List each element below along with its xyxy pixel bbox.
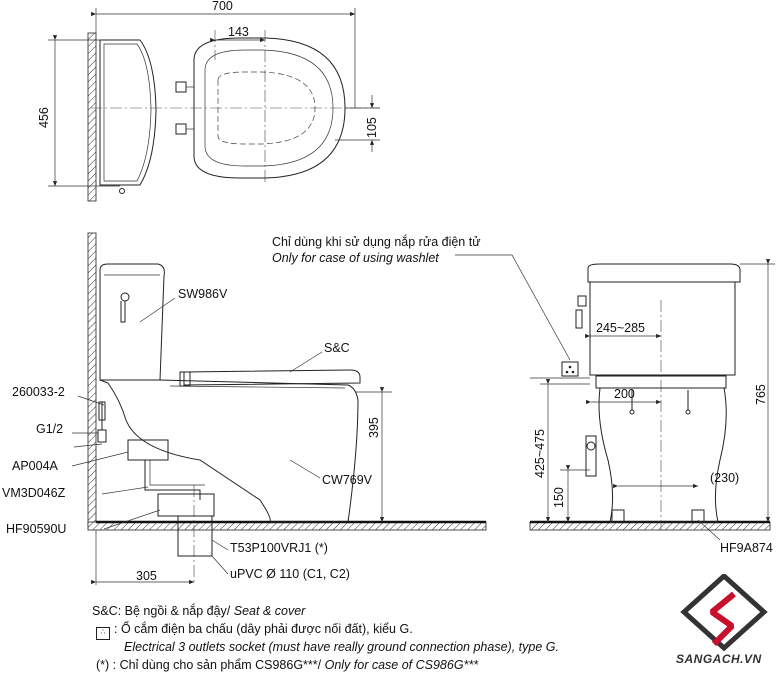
label-260033: 260033-2 <box>12 385 65 399</box>
dim-150: 150 <box>552 487 566 508</box>
label-sw986v: SW986V <box>178 287 228 301</box>
dim-425-475: 425~475 <box>533 428 547 478</box>
dim-230: (230) <box>710 471 740 485</box>
label-ap004a: AP004A <box>12 459 58 473</box>
top-view <box>37 0 380 201</box>
floor-flange <box>158 494 214 516</box>
front-view <box>272 234 775 555</box>
label-hf9a874: HF9A874 <box>720 541 773 555</box>
label-t53: T53P100VRJ1 (*) <box>230 541 328 555</box>
dim-245-285: 245~285 <box>596 321 646 335</box>
label-g12: G1/2 <box>36 422 64 436</box>
legend-star-en: Only for case of CS986G*** <box>321 658 479 672</box>
note-washlet-vi: Chỉ dùng khi sử dụng nắp rửa điện tử <box>272 235 481 249</box>
dim-456: 456 <box>37 107 51 128</box>
side-view <box>2 233 486 585</box>
front-tank <box>588 264 740 282</box>
legend-sc-en: Seat & cover <box>230 604 306 618</box>
top-hinge-a <box>176 82 186 92</box>
label-cw769v: CW769V <box>322 473 373 487</box>
label-hf90590u: HF90590U <box>6 522 67 536</box>
legend-star-vi: (*) : Chỉ dùng cho sản phẩm CS986G***/ <box>96 658 322 672</box>
brand-site: SANGACH.VN <box>676 652 762 666</box>
top-tank <box>100 40 156 185</box>
dim-700: 700 <box>212 0 233 13</box>
outlet-symbol <box>562 362 578 376</box>
side-bowl <box>100 380 358 522</box>
dim-765: 765 <box>754 384 768 405</box>
label-sc: S&C <box>324 341 350 355</box>
legend-sc-vi: : Bệ ngồi & nắp đậy/ <box>117 604 231 618</box>
outlet-icon: ∴ <box>96 627 110 640</box>
label-vm3d046z: VM3D046Z <box>2 486 66 500</box>
label-upvc: uPVC Ø 110 (C1, C2) <box>230 567 350 581</box>
angle-valve <box>98 430 106 442</box>
note-washlet-en: Only for case of using washlet <box>272 251 439 265</box>
dim-395: 395 <box>367 417 381 438</box>
top-wall <box>88 33 96 201</box>
dim-305: 305 <box>136 569 157 583</box>
dim-200: 200 <box>614 387 635 401</box>
front-bowl <box>599 388 726 522</box>
dim-143: 143 <box>228 25 249 39</box>
dim-105: 105 <box>365 117 379 138</box>
legend-sc-code: S&C <box>92 604 118 618</box>
legend-outlet-vi: : Ổ cắm điện ba chấu (dây phải được nối đất), kiểu G. <box>114 622 413 636</box>
top-hinge-b <box>176 124 186 134</box>
legend-outlet-en: Electrical 3 outlets socket (must have really ground connection phase), type G. <box>124 640 559 654</box>
side-tank <box>100 264 164 380</box>
side-wall <box>88 233 96 525</box>
